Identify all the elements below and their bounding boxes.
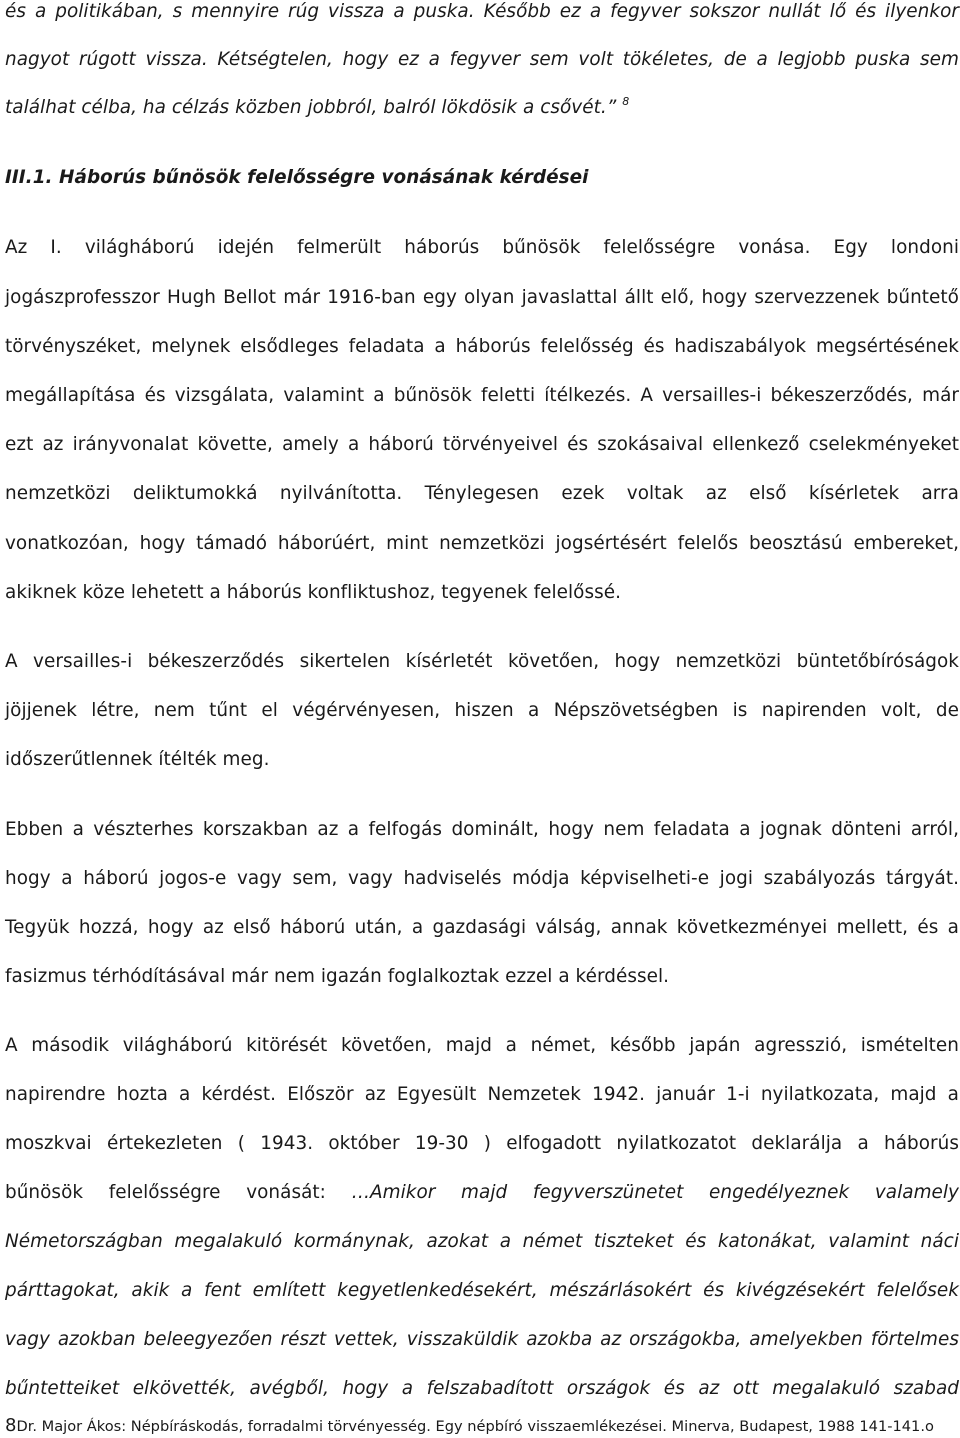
para1-line: nemzetközi deliktumokká nyilvánította. Ténylegesen ezek voltak az első kísérletek arra [5, 483, 959, 504]
para1-line: jogászprofesszor Hugh Bellot már 1916-ban egy olyan javaslattal állt elő, hogy szervezzenek bűntető [5, 287, 959, 308]
intro-line-3 [5, 96, 959, 120]
para2-line: időszerűtlennek ítélték meg. [5, 749, 270, 770]
intro-line-1: és a politikában, s mennyire rúg vissza a puska. Később ez a fegyver sokszor nullát lő és ilyenkor [5, 1, 959, 22]
para1-line: törvényszéket, melynek elsődleges feladata a háborús felelősség és hadiszabályok megsértésének [5, 336, 959, 357]
para1-line: ezt az irányvonalat követte, amely a háború törvényeivel és szokásaival ellenkező cselekményeket [5, 434, 959, 455]
para4-line: napirendre hozta a kérdést. Először az Egyesült Nemzetek 1942. január 1-i nyilatkozata, majd a [5, 1084, 959, 1105]
para3-line: hogy a háború jogos-e vagy sem, vagy hadviselés módja képviselheti-e jogi szabályozás tárgyát. [5, 868, 959, 889]
para4-line-mixed [5, 1181, 959, 1205]
para1-line: megállapítása és vizsgálata, valamint a bűnösök feletti ítélkezés. A versailles-i békeszerződés, már [5, 385, 959, 406]
para2-line: jöjjenek létre, nem tűnt el végérvényesen, hiszen a Népszövetségben is napirenden volt, de [5, 700, 959, 721]
footnote-number: 8 [5, 1415, 17, 1436]
para3-line: Ebben a vészterhes korszakban az a felfogás dominált, hogy nem feladata a jognak dönteni arról, [5, 819, 959, 840]
para4-plain-text: bűnösök felelősségre vonását: [5, 1182, 352, 1203]
intro-line-2: nagyot rúgott vissza. Kétségtelen, hogy ez a fegyver sem volt tökéletes, de a legjobb puska sem [5, 49, 959, 70]
para4-quote-start: …Amikor majd fegyverszünetet engedélyeznek valamely [351, 1182, 959, 1203]
para3-line: Tegyük hozzá, hogy az első háború után, a gazdasági válság, annak következményei mellett, és a [5, 917, 959, 938]
footnote-reference[interactable]: 8 [622, 95, 630, 108]
para3-line: fasizmus térhódításával már nem igazán foglalkoztak ezzel a kérdéssel. [5, 966, 670, 987]
para2-line: A versailles-i békeszerződés sikertelen kísérletét követően, hogy nemzetközi büntetőbíróságok [5, 651, 959, 672]
para4-quote-line: vagy azokban beleegyezően részt vettek, visszaküldik azokba az országokba, amelyekben förtelmes [5, 1329, 959, 1350]
para4-line: A második világháború kitörését követően, majd a német, később japán agresszió, ismételten [5, 1035, 959, 1056]
para1-line: akiknek köze lehetett a háborús konfliktushoz, tegyenek felelőssé. [5, 582, 622, 603]
footnote [5, 1416, 960, 1437]
para1-line: vonatkozóan, hogy támadó háborúért, mint nemzetközi jogsértésért felelős beosztású embereket, [5, 533, 959, 554]
para4-line: moszkvai értekezleten ( 1943. október 19-30 ) elfogadott nyilatkozatot deklarálja a háborús [5, 1133, 959, 1154]
intro-line-3-text: találhat célba, ha célzás közben jobbról, balról lökdösik a csővét.” [5, 97, 617, 118]
para1-line: Az I. világháború idején felmerült háborús bűnösök felelősségre vonása. Egy londoni [5, 237, 959, 258]
section-heading: III.1. Háborús bűnösök felelősségre vonásának kérdései [5, 167, 589, 188]
footnote-text: Dr. Major Ákos: Népbíráskodás, forradalmi törvényesség. Egy népbíró visszaemlékezései. Minerva, Budapest, 1988 141-141.o [16, 1418, 934, 1435]
para4-quote-line: párttagokat, akik a fent említett kegyetlenkedésekért, mészárlásokért és kivégzésekért felelősek [5, 1280, 959, 1301]
para4-quote-line: bűntetteiket elkövették, avégből, hogy a felszabadított országok és az ott megalakuló szabad [5, 1378, 959, 1399]
para4-quote-line: Németországban megalakuló kormánynak, azokat a német tiszteket és katonákat, valamint náci [5, 1231, 959, 1252]
